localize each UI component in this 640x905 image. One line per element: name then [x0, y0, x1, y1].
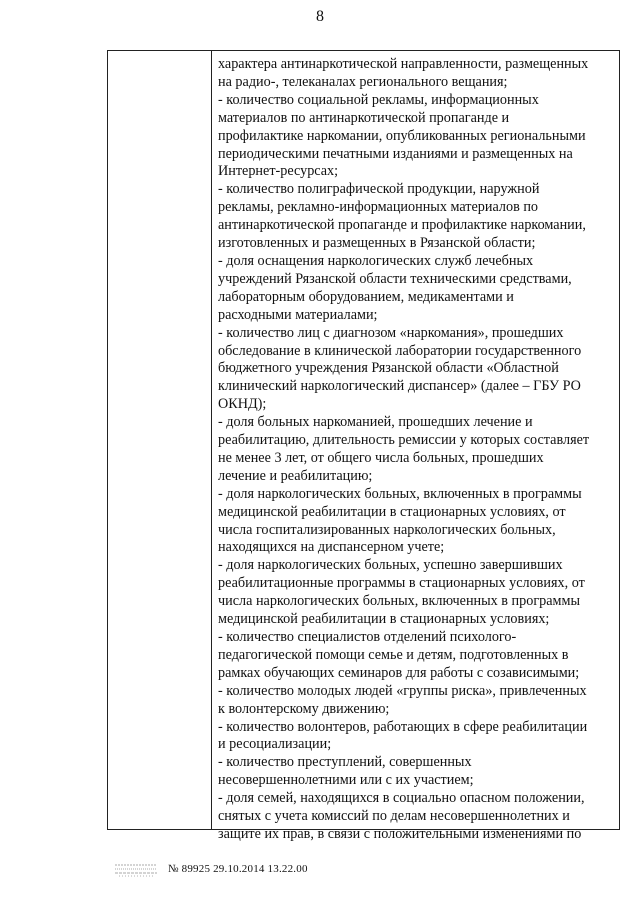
text-line: на радио-, телеканалах регионального вещания;: [218, 73, 508, 90]
text-line: числа наркологических больных, включенных в программы: [218, 593, 581, 610]
table-content-cell: [218, 56, 616, 844]
text-line: снятых с учета комиссий по делам несовершеннолетних и: [218, 808, 570, 825]
text-line: находящихся на диспансерном учете;: [218, 539, 445, 556]
text-line: реабилитацию, длительность ремиссии у которых составляет: [218, 432, 590, 449]
text-line: - доля наркологических больных, включенных в программы: [218, 485, 582, 502]
text-line: - доля оснащения наркологических служб лечебных: [218, 252, 534, 269]
text-line: медицинской реабилитации в стационарных условиях, от: [218, 503, 566, 520]
text-line: антинаркотической пропаганде и профилактике наркомании,: [218, 217, 586, 234]
text-line: педагогической помощи семье и детям, подготовленных в: [218, 646, 569, 663]
text-line: - доля больных наркоманией, прошедших лечение и: [218, 414, 533, 431]
table-left-cell: [108, 51, 212, 829]
text-line: изготовленных и размещенных в Рязанской области;: [218, 235, 536, 252]
text-line: профилактике наркомании, опубликованных региональными: [218, 127, 586, 144]
text-line: клинический наркологический диспансер» (далее – ГБУ РО: [218, 378, 581, 395]
text-line: - доля семей, находящихся в социально опасном положении,: [218, 790, 585, 807]
text-line: лечение и реабилитацию;: [218, 467, 373, 484]
text-line: - количество молодых людей «группы риска», привлеченных: [218, 682, 587, 699]
text-line: и ресоциализации;: [218, 736, 332, 753]
text-line: учреждений Рязанской области техническими средствами,: [218, 270, 572, 287]
text-line: периодическими печатными изданиями и размещенных на: [218, 145, 573, 162]
text-line: бюджетного учреждения Рязанской области «Областной: [218, 360, 559, 377]
text-line: рекламы, рекламно-информационных материалов по: [218, 199, 539, 216]
text-line: медицинской реабилитации в стационарных условиях;: [218, 611, 550, 628]
text-line: Интернет-ресурсах;: [218, 163, 339, 180]
text-line: - количество полиграфической продукции, наружной: [218, 181, 540, 198]
text-line: обследование в клинической лаборатории государственного: [218, 342, 582, 359]
text-line: материалов по антинаркотической пропаганде и: [218, 109, 510, 126]
text-line: защите их прав, в связи с положительными изменениями по: [218, 825, 582, 842]
text-line: рамках обучающих семинаров для работы с созависимыми;: [218, 664, 580, 681]
text-line: - количество лиц с диагнозом «наркомания», прошедших: [218, 324, 564, 341]
text-line: реабилитационные программы в стационарных условиях, от: [218, 575, 585, 592]
document-registration-info: № 89925 29.10.2014 13.22.00: [168, 863, 308, 875]
page-number: 8: [316, 8, 324, 25]
text-line: характера антинаркотической направленности, размещенных: [218, 56, 589, 72]
text-line: не менее 3 лет, от общего числа больных, прошедших: [218, 449, 544, 466]
text-line: - доля наркологических больных, успешно завершивших: [218, 557, 563, 574]
text-line: несовершеннолетними или с их участием;: [218, 772, 474, 789]
registration-stamp-icon: [113, 860, 159, 878]
text-line: к волонтерскому движению;: [218, 700, 390, 717]
text-line: числа госпитализированных наркологических больных,: [218, 521, 556, 538]
text-line: - количество социальной рекламы, информационных: [218, 91, 539, 108]
text-line: - количество волонтеров, работающих в сфере реабилитации: [218, 718, 588, 735]
document-table: [107, 50, 620, 842]
text-line: - количество специалистов отделений психолого-: [218, 629, 517, 645]
text-line: ОКНД);: [218, 396, 267, 413]
text-line: лабораторным оборудованием, медикаментами и: [218, 288, 514, 305]
text-line: - количество преступлений, совершенных: [218, 754, 472, 771]
text-line: расходными материалами;: [218, 306, 378, 323]
